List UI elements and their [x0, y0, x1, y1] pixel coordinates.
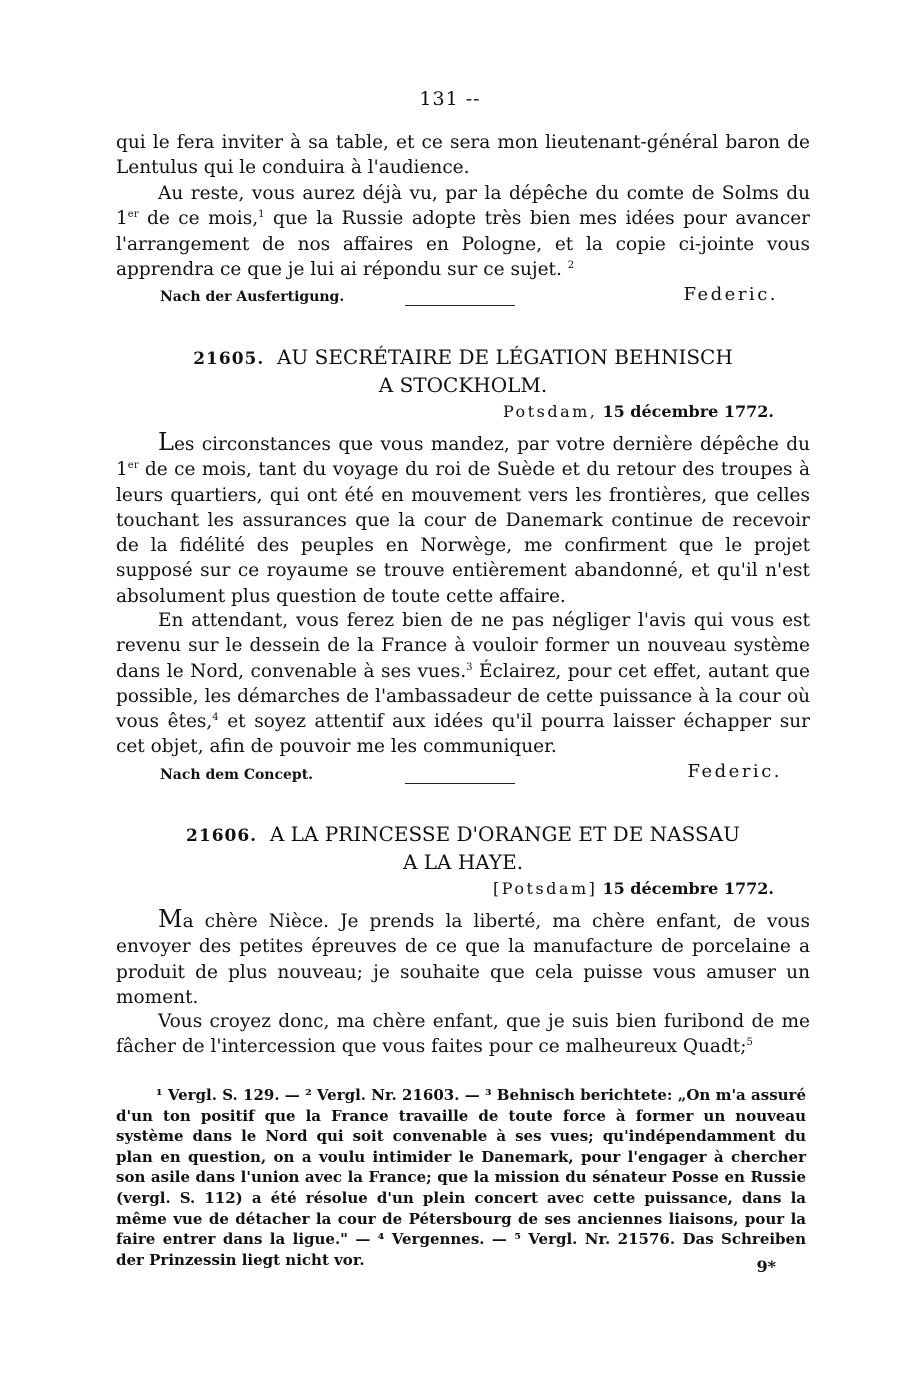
- letter-number: 21606.: [186, 826, 258, 846]
- letter-paragraph-2: [116, 1009, 810, 1060]
- footnote-marker: 3: [466, 661, 473, 673]
- letter-paragraph: [116, 907, 810, 1010]
- letter-heading: [116, 344, 810, 398]
- footnote-marker: 2: [567, 259, 575, 271]
- paragraph-text: de ce mois, tant du voyage du roi de Suède et du retour des troupes à leurs quartiers, qui ont été en mouvement vers les frontières, que celles touchant les assurances que la cour de Danemark continue de recevoir de la fidélité des peuples en Norwège, me confirment que le projet supposé sur ce royaume se trouve entièrement abandonné, et qu'il n'est absolument plus question de toute cette affaire.: [116, 459, 810, 607]
- initial-letter: L: [158, 428, 174, 456]
- superscript: er: [127, 460, 139, 472]
- letter-title-line2: A STOCKHOLM.: [378, 373, 548, 397]
- dateline: [503, 402, 774, 421]
- page-number: 131 --: [419, 88, 481, 110]
- paragraph-text: Éclairez, pour cet effet, autant que possible, les démarches de l'ambassadeur de cette puissance à la cour où vous êtes,: [116, 660, 810, 733]
- letter-paragraph-2: [116, 608, 810, 760]
- footnote-marker: 4: [212, 712, 219, 724]
- paragraph-text: Au reste, vous aurez déjà vu, par la dépêche du comte de Solms du 1: [116, 183, 810, 230]
- initial-letter: M: [158, 905, 183, 933]
- continuation-paragraph: [116, 130, 810, 181]
- continuation-paragraph-2: [116, 181, 810, 282]
- paragraph-text: qui le fera inviter à sa table, et ce sera mon lieutenant-général baron de Lentulus qui le conduira à l'audience.: [116, 132, 810, 179]
- signature: Federic.: [683, 284, 778, 305]
- letter-paragraph: [116, 430, 810, 609]
- paragraph-text: a chère Nièce. Je prends la liberté, ma chère enfant, de vous envoyer des petites épreuves de ce que la manufacture de porcelaine a produit de plus nouveau; je souhaite que cela puisse vous amuser un moment.: [116, 911, 810, 1008]
- signature-mark: 9*: [756, 1257, 776, 1276]
- separator-rule: [405, 305, 515, 306]
- letter-title: AU SECRÉTAIRE DE LÉGATION BEHNISCH: [276, 345, 733, 369]
- paragraph-text: En attendant, vous ferez bien de ne pas négliger l'avis qui vous est revenu sur le dessein de la France à vouloir former un nouveau système dans le Nord, convenable à ses vues.: [116, 610, 810, 682]
- letter-title-line2: A LA HAYE.: [402, 850, 524, 874]
- letter-heading: [116, 821, 810, 875]
- letter-number: 21605.: [193, 349, 265, 369]
- paragraph-text: et soyez attentif aux idées qu'il pourra laisser échapper sur cet objet, afin de pouvoir me les communiquer.: [116, 711, 810, 758]
- footnote-marker: 1: [258, 209, 265, 221]
- source-note: Nach dem Concept.: [160, 767, 314, 783]
- paragraph-text: de ce mois,: [138, 208, 259, 230]
- dateline-place: [Potsdam]: [493, 879, 598, 898]
- paragraph-text: Vous croyez donc, ma chère enfant, que je suis bien furibond de me fâcher de l'intercession que vous faites pour ce malheureux Quadt;: [116, 1011, 810, 1058]
- paragraph-text: es circonstances que vous mandez, par votre dernière dépêche du 1: [116, 434, 810, 481]
- dateline-place: Potsdam,: [502, 402, 598, 421]
- dateline-date: 15 décembre 1772.: [602, 879, 774, 898]
- paragraph-text: que la Russie adopte très bien mes idées pour avancer l'arrangement de nos affaires en Pologne, et la copie ci-jointe vous apprendra ce que je lui ai répondu sur ce sujet.: [116, 208, 811, 280]
- separator-rule: [405, 783, 515, 784]
- footnote-marker: 5: [746, 1037, 753, 1049]
- footnotes: ¹ Vergl. S. 129. — ² Vergl. Nr. 21603. — ³ Behnisch berichtete: „On m'a assuré d'un ton positif que la France travaille de toute force à former un nouveau système dans le Nord qui soit convenable à ses vues; qu'indépendamment du plan en question, on a voulu intimider le Danemark, pour l'engager à chercher son asile dans l'union avec la France; que la mission du sénateur Posse en Russie (vergl. S. 112) a été résolue d'un plein concert avec cette puissance, dans la même vue de détacher la cour de Pétersbourg de ses anciennes liaisons, pour la faire entrer dans la ligue." — ⁴ Vergennes. — ⁵ Vergl. Nr. 21576. Das Schreiben der Prinzessin liegt nicht vor.: [116, 1086, 806, 1269]
- source-note: Nach der Ausfertigung.: [160, 289, 345, 305]
- superscript: er: [127, 209, 139, 221]
- dateline: [493, 879, 774, 898]
- signature: Federic.: [687, 761, 782, 782]
- dateline-date: 15 décembre 1772.: [602, 402, 774, 421]
- letter-title: A LA PRINCESSE D'ORANGE ET DE NASSAU: [269, 822, 740, 846]
